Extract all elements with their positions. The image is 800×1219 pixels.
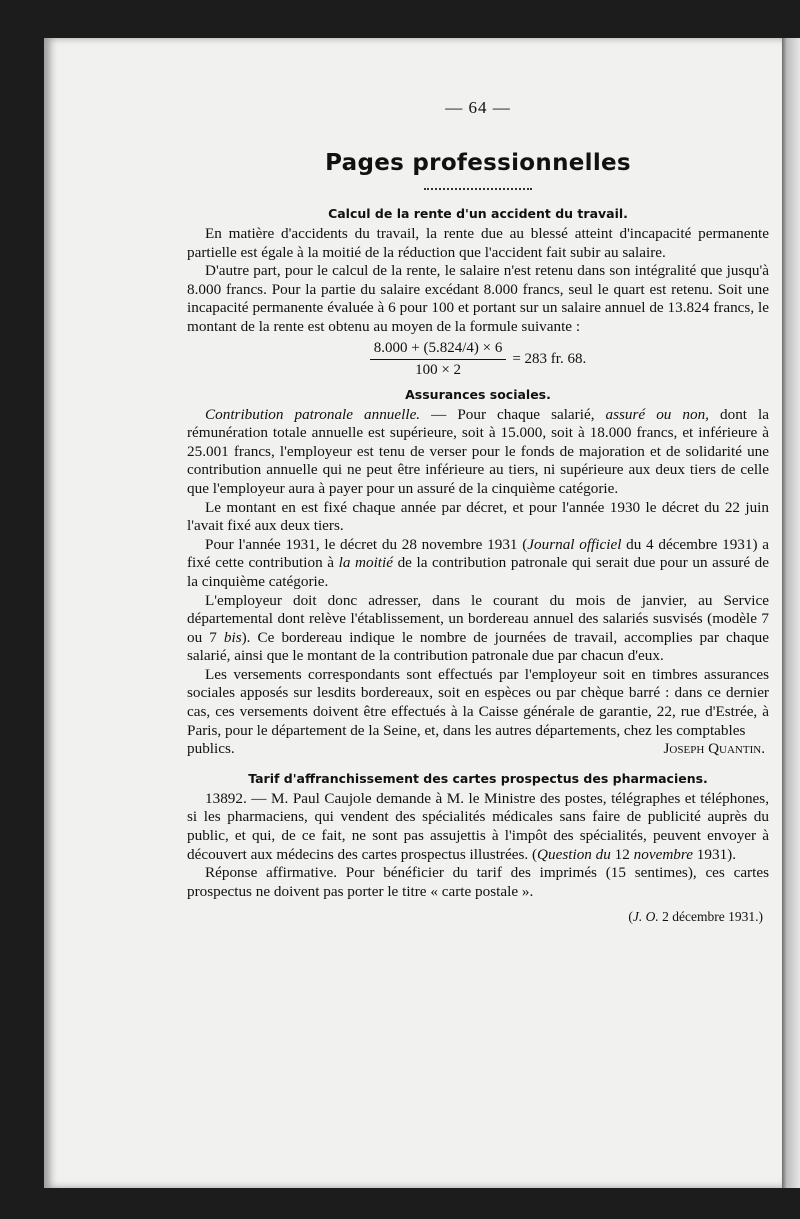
- text-run: ). Ce bordereau indique le nombre de journées de travail, accomplies par chaque salarié, ainsi que le montant de la contribution patronale due par chacun d'eux.: [187, 628, 769, 665]
- assure-ou-non: assuré ou non,: [605, 405, 709, 423]
- paragraph-rente-1: En matière d'accidents du travail, la rente due au blessé atteint d'incapacité permanente partielle est égale à la moitié de la réduction que l'accident fait subir au salaire.: [187, 225, 769, 261]
- title-divider: [424, 188, 532, 190]
- text-run: 13892. — M. Paul Caujole demande à M. le Ministre des postes, télégraphes et téléphones, si les pharmaciens, qui vendent des spécialités médicales sans faire de publicité auprès du public, et qui, de ce fait, ne sont pas assujettis à l'impôt des spécialités, peuvent envoyer à découvert aux médecins des cartes prospectus illustrées. (: [187, 789, 769, 863]
- document-page: [44, 38, 782, 1188]
- paragraph-rente-2: D'autre part, pour le calcul de la rente, le salaire n'est retenu dans son intégralité que jusqu'à 8.000 francs. Pour la partie du salaire excédant 8.000 francs, seul le quart est retenu. Soit une incapacité permanente évaluée à 6 pour 100 et portant sur un salaire annuel de 13.824 francs, le montant de la rente est obtenu au moyen de la formule suivante :: [187, 262, 769, 335]
- paragraph-assurances-3: [187, 536, 769, 592]
- section-heading-rente: Calcul de la rente d'un accident du travail.: [328, 206, 628, 221]
- text-run: 1931).: [692, 845, 737, 863]
- text-run: du 4 décembre 1931) a fixé cette contribution à: [187, 535, 769, 572]
- text-run: dont la rémunération totale annuelle est supérieure, soit à 15.000, soit à 18.000 francs, et inférieure à 25.001 francs, l'employeur est tenu de verser pour le fonds de majoration et de solidarité une contribution annuelle qui ne peut être inférieure au tiers, ni supérieure aux deux tiers de celle que l'employeur aura à payer pour un assuré de la cinquième catégorie.: [187, 405, 769, 497]
- paragraph-tarif-2: Réponse affirmative. Pour bénéficier du tarif des imprimés (15 sentimes), ces cartes prospectus ne doivent pas porter le titre « carte postale ».: [187, 864, 769, 900]
- formula: [187, 340, 769, 379]
- formula-denominator: 100 × 2: [415, 361, 462, 378]
- journal-abbrev: J. O.: [632, 909, 659, 925]
- section-heading-tarif: Tarif d'affranchissement des cartes prospectus des pharmaciens.: [248, 770, 708, 786]
- text-run: 12: [610, 845, 634, 863]
- formula-result: = 283 fr. 68.: [512, 350, 587, 367]
- text-run: L'employeur doit donc adresser, dans le courant du mois de janvier, au Service départemental dont relève l'établissement, un bordereau annuel des salariés susvisés (modèle 7 ou 7: [187, 591, 769, 646]
- paragraph-tarif-1: [187, 790, 769, 864]
- page-title: Pages professionnelles: [325, 150, 631, 176]
- text-run: — Pour chaque salarié,: [420, 405, 606, 423]
- paragraph-assurances-4: [187, 592, 769, 666]
- page-content: [187, 98, 769, 925]
- paragraph-end: publics.: [187, 740, 235, 758]
- text-run: de la contribution patronale qui serait due pour un assuré de la cinquième catégorie.: [187, 554, 770, 590]
- paragraph-assurances-5: Les versements correspondants sont effectués par l'employeur soit en timbres assurances sociales apposés sur lesdits bordereaux, soit en espèces ou par chèque barré : dans ce dernier cas, ces versements doivent être effectués à la Caisse générale de garantie, 22, rue d'Estrée, à Paris, pour le département de la Seine, et, dans les autres départements, chez les comptables: [187, 665, 769, 739]
- paragraph-assurances-1: [187, 406, 769, 499]
- text-run: Pour l'année 1931, le décret du 28 novembre 1931 (: [205, 535, 528, 553]
- page-number: — 64 —: [445, 98, 511, 117]
- formula-numerator: 8.000 + (5.824/4) × 6: [370, 340, 507, 360]
- text-run: (: [628, 909, 633, 925]
- paragraph-assurances-2: Le montant en est fixé chaque année par décret, et pour l'année 1930 le décret du 22 juin l'avait fixé aux deux tiers.: [187, 498, 769, 535]
- source-note: [187, 909, 769, 925]
- question-du: Question du: [537, 845, 611, 863]
- novembre: novembre: [633, 845, 693, 863]
- section-heading-assurances: Assurances sociales.: [405, 386, 551, 402]
- author-signature: Joseph Quantin.: [663, 740, 765, 758]
- formula-fraction: [370, 340, 507, 379]
- bis: bis: [223, 628, 242, 646]
- journal-officiel: Journal officiel: [527, 535, 622, 553]
- text-run: 2 décembre 1931.): [658, 909, 763, 925]
- la-moitie: la moitié: [338, 554, 393, 572]
- contribution-lead: Contribution patronale annuelle.: [205, 405, 421, 423]
- signature-row: [187, 740, 769, 759]
